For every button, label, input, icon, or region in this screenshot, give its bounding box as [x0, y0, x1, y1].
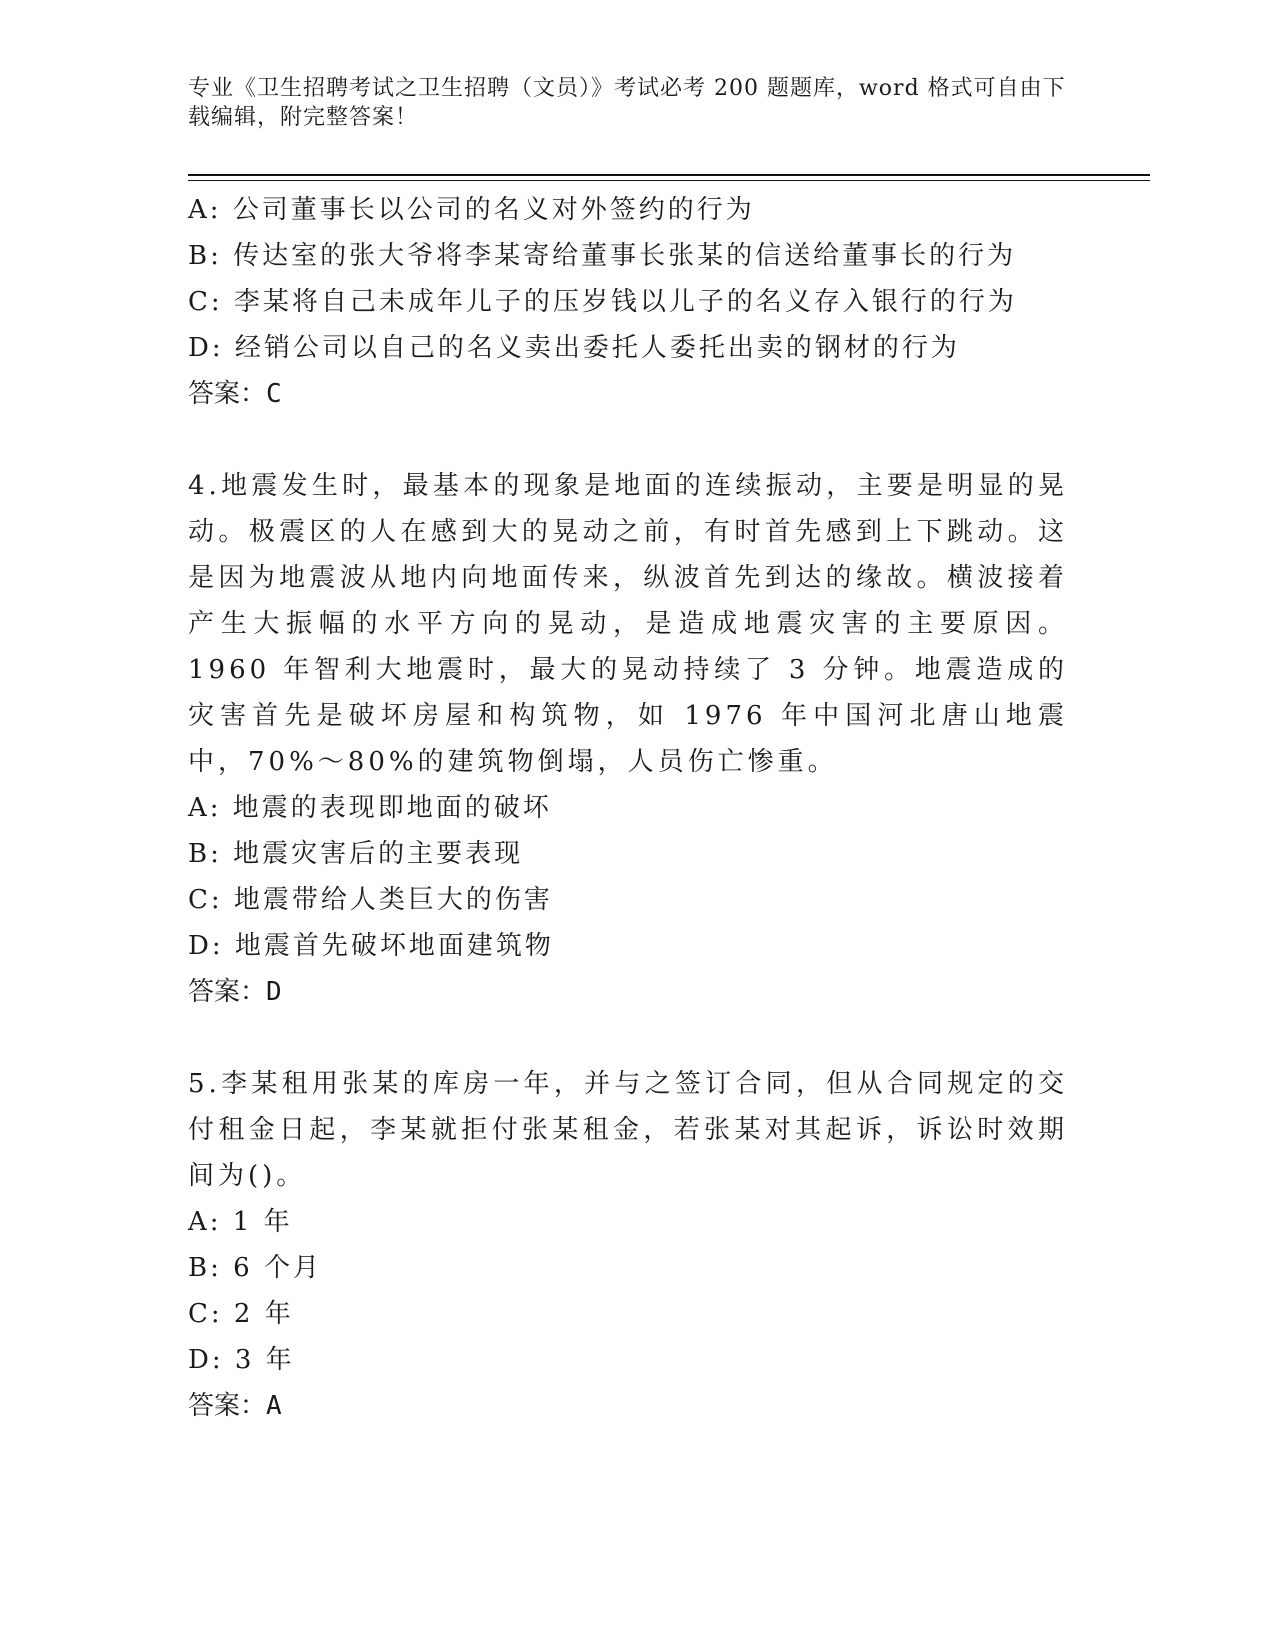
q5-answer: 答案：A: [188, 1391, 282, 1421]
spacer: [188, 417, 1068, 463]
q5-option-c: C: 2 年: [188, 1299, 294, 1329]
q5-option-d: D: 3 年: [188, 1345, 295, 1375]
document-content: [188, 187, 1068, 1429]
q5-option-b: B: 6 个月: [188, 1253, 322, 1283]
q3-option-a: A: 公司董事长以公司的名义对外签约的行为: [188, 195, 755, 225]
q3-option-b: B: 传达室的张大爷将李某寄给董事长张某的信送给董事长的行为: [188, 241, 1017, 271]
q3-answer: 答案：C: [188, 379, 282, 409]
header-rule-thin: [188, 180, 1150, 181]
q4-option-c: C: 地震带给人类巨大的伤害: [188, 885, 553, 915]
q4-option-b: B: 地震灾害后的主要表现: [188, 839, 524, 869]
q4-option-d: D: 地震首先破坏地面建筑物: [188, 931, 554, 961]
question-3-block: [188, 187, 1068, 417]
q3-option-c: C: 李某将自己未成年儿子的压岁钱以儿子的名义存入银行的行为: [188, 287, 1017, 317]
q3-option-d: D: 经销公司以自己的名义卖出委托人委托出卖的钢材的行为: [188, 333, 960, 363]
q4-option-a: A: 地震的表现即地面的破坏: [188, 793, 552, 823]
spacer: [188, 1015, 1068, 1061]
header-rule-thick: [188, 174, 1150, 176]
question-4-block: [188, 463, 1068, 1015]
q4-answer: 答案：D: [188, 977, 282, 1007]
question-5-block: [188, 1061, 1068, 1429]
q5-stem: 5.李某租用张某的库房一年，并与之签订合同，但从合同规定的交付租金日起，李某就拒付张某租金，若张某对其起诉，诉讼时效期间为()。: [188, 1069, 1068, 1191]
q5-option-a: A: 1 年: [188, 1207, 293, 1237]
q4-stem: 4.地震发生时，最基本的现象是地面的连续振动，主要是明显的晃动。极震区的人在感到大的晃动之前，有时首先感到上下跳动。这是因为地震波从地内向地面传来，纵波首先到达的缘故。横波接着产生大振幅的水平方向的晃动，是造成地震灾害的主要原因。1960 年智利大地震时，最大的晃动持续了 3 分钟。地震造成的灾害首先是破坏房屋和构筑物，如 1976 年中国河北唐山地震中，70%～80%的建筑物倒塌，人员伤亡惨重。: [188, 471, 1068, 777]
document-header: 专业《卫生招聘考试之卫生招聘（文员）》考试必考 200 题题库，word 格式可自由下载编辑，附完整答案！: [188, 76, 1066, 130]
